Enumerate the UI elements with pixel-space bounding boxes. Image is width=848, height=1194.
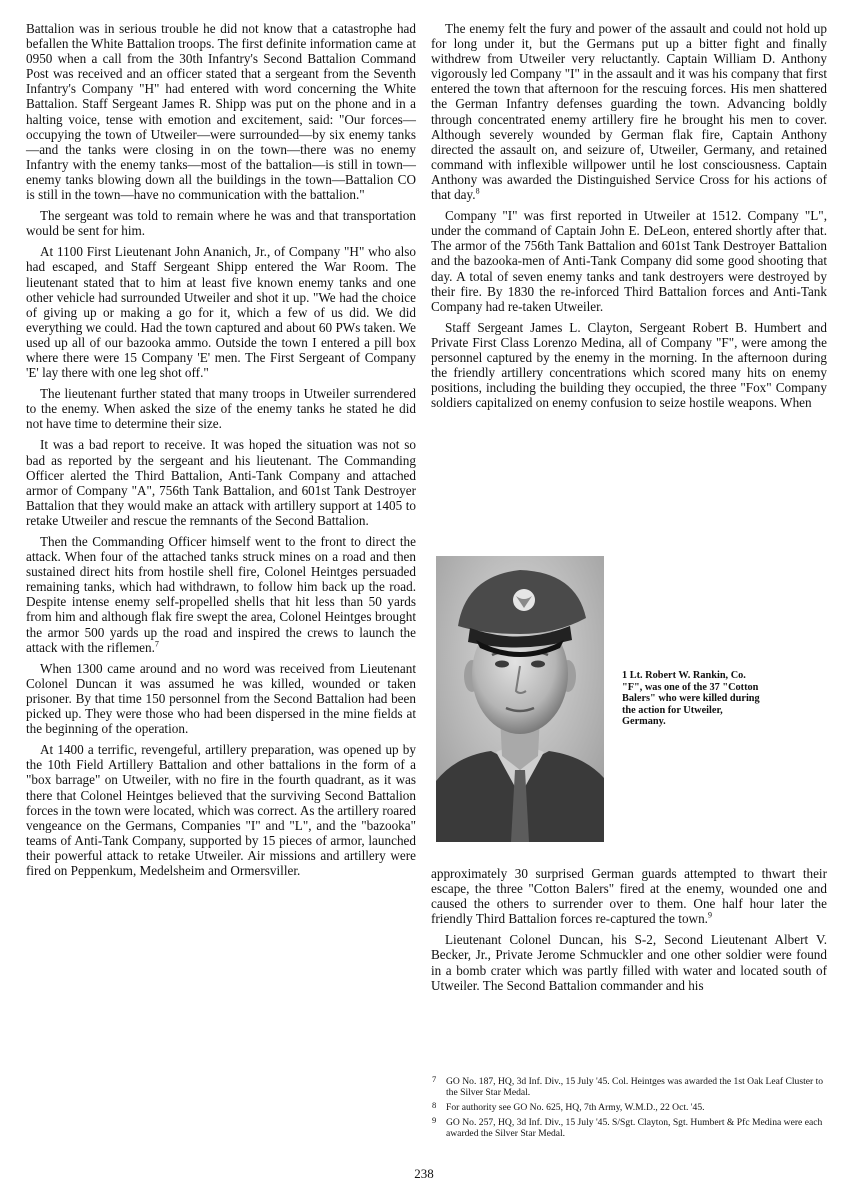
paragraph: Staff Sergeant James L. Clayton, Sergeant Robert B. Humbert and Private First Class Lorenzo Medina, all of Company "F", were among the personnel captured by the enemy in the morning. In the afternoon during the friendly artillery concentrations which scored many hits on enemy positions, including the building they occupied, the three "Fox" Company soldiers capitalized on enemy confusion to seize hostile weapons. When — [431, 319, 827, 411]
left-text-column — [26, 21, 416, 884]
paragraph-text: approximately 30 surprised German guards attempted to thwart their escape, the three "Cotton Balers" fired at the enemy, wounded one and caused the others to surrender over to them. One half hour later the friendly Third Battalion forces re-captured the town. — [431, 866, 827, 927]
footnote-ref: 9 — [707, 910, 712, 920]
paragraph: Company "I" was first reported in Utweiler at 1512. Company "L", under the command of Captain John E. DeLeon, entered shortly after that. The armor of the 756th Tank Battalion and 601st Tank Destroyer Battalion and the bazooka-men of Anti-Tank Company did some good shooting that day. A total of seven enemy tanks and tank destroyers were destroyed by their fire. By 1830 the re-inforced Third Battalion forces and Anti-Tank Company had re-taken Utweiler. — [431, 208, 827, 314]
footnote-ref: 8 — [475, 186, 480, 196]
paragraph: Lieutenant Colonel Duncan, his S-2, Second Lieutenant Albert V. Becker, Jr., Private Jerome Schmuckler and one other soldier were found in a bomb crater which was partly filled with water and located south of Utweiler. The Second Battalion commander and his — [431, 932, 827, 993]
paragraph: The lieutenant further stated that many troops in Utweiler surrendered to the enemy. When asked the size of the enemy tanks he stated he did not have time to determine their size. — [26, 386, 416, 432]
footnote-number: 7 — [432, 1074, 437, 1084]
footnote — [432, 1076, 828, 1098]
paragraph — [431, 21, 827, 202]
right-text-column-bottom — [431, 866, 827, 999]
page-number: 238 — [414, 1166, 434, 1181]
footnote-text: GO No. 187, HQ, 3d Inf. Div., 15 July '45. Col. Heintges was awarded the 1st Oak Leaf Cluster to the Silver Star Medal. — [446, 1076, 824, 1098]
footnote — [432, 1102, 828, 1113]
paragraph: It was a bad report to receive. It was hoped the situation was not so bad as reported by the sergeant and his lieutenant. The Commanding Officer alerted the Third Battalion, Anti-Tank Company and attached armor of Company "A", 756th Tank Battalion, and 601st Tank Destroyer Battalion that they would make an attack with artillery support at 1405 to retake Utweiler and rescue the remnants of the Second Battalion. — [26, 437, 416, 528]
paragraph: When 1300 came around and no word was received from Lieutenant Colonel Duncan it was assumed he was killed, wounded or taken prisoner. By that time 150 personnel from the Second Battalion had been picked up. They were those who had been dispersed in the mine fields at the beginning of the operation. — [26, 660, 416, 737]
paragraph: At 1100 First Lieutenant John Ananich, Jr., of Company "H" who also had escaped, and Staff Sergeant Shipp entered the War Room. The lieutenant stated that to him at least five known enemy tanks and one other vehicle had surrounded Utweiler and shot it up. "We had the choice of giving up or making a go for it, which a few of us did. We did everything we could. Had the town captured and about 60 PWs taken. We used up all of our bazooka ammo. Outside the town I entered a pill box where there were 15 Company 'E' men. The First Sergeant of Company 'E' lay there with one leg shot off." — [26, 244, 416, 381]
paragraph-text: Then the Commanding Officer himself went to the front to direct the attack. When four of the attached tanks struck mines on a road and then sustained direct hits from hostile shell fire, Colonel Heintges persuaded remaining tanks, which had withdrawn, to follow him back up the road. Despite intense enemy self-propelled shells that hit less than 50 yards from him and although flak fire swept the area, Colonel Heintges brought the armor 500 yards up the road and inspired the crews to launch the attack with the riflemen. — [26, 534, 416, 655]
portrait-photo — [436, 556, 604, 842]
paragraph — [431, 866, 827, 926]
paragraph: At 1400 a terrific, revengeful, artillery preparation, was opened up by the 10th Field Artillery Battalion and other battalions in the form of a "box barrage" on Utweiler, with no fire in the fourth quadrant, as it was there that Colonel Heintges believed that the surviving Second Battalion forces in the town were located, which was correct. As the artillery roared vengeance on the Germans, Companies "I" and "L", and the "bazooka" teams of Anti-Tank Company, supported by 15 pieces of armor, launched their powerful attack to retake Utweiler. Air missions and artillery were fired on Peppenkum, Medelsheim and Ormersviller. — [26, 742, 416, 878]
paragraph: The sergeant was told to remain where he was and that transportation would be sent for him. — [26, 208, 416, 239]
footnote-number: 8 — [432, 1100, 437, 1110]
paragraph: Battalion was in serious trouble he did not know that a catastrophe had befallen the White Battalion troops. The first definite information came at 0950 when a call from the 30th Infantry's Second Battalion Command Post was received and an officer stated that a sergeant from the Seventh Infantry's Company "H" had entered with word concerning the White Battalion. Staff Sergeant James R. Shipp was put on the phone and in a halting voice, tense with emotion and excitement, said: "Our forces—occupying the town of Utweiler—were surrounded—by six enemy tanks—and the tanks were closing in on the town—there was no enemy Infantry with the enemy tanks—most of the battalion—is still in town—enemy tanks blowing down all the buildings in the town—Battalion CO is still in the town—have no communication with the battalion." — [26, 21, 416, 203]
footnote-ref: 7 — [154, 639, 159, 649]
footnote — [432, 1117, 828, 1139]
footnotes — [432, 1076, 828, 1143]
photo-caption: 1 Lt. Robert W. Rankin, Co. "F", was one of the 37 "Cotton Balers" who were killed during the action for Utweiler, Germany. — [622, 670, 760, 728]
paragraph-text: The enemy felt the fury and power of the assault and could not hold up for long under it, but the Germans put up a bitter fight and finally withdrew from Utweiler very reluctantly. Captain William D. Anthony vigorously led Company "I" in the assault and it was his company that first entered the town that afternoon for the rescuing forces. His men shattered the German Infantry defenses guarding the town. Advancing boldly through concentrated enemy artillery fire he brought his men to cover. Although severely wounded by German flak fire, Captain Anthony directed the assault on, and seizure of, Utweiler, Germany, and retained command with inflexible willpower until he lost consciousness. Captain Anthony was awarded the Distinguished Service Cross for his actions of that day. — [431, 21, 827, 203]
footnote-text: GO No. 257, HQ, 3d Inf. Div., 15 July '45. S/Sgt. Clayton, Sgt. Humbert & Pfc Medina were each awarded the Silver Star Medal. — [446, 1117, 823, 1139]
footnote-number: 9 — [432, 1115, 437, 1125]
paragraph — [26, 534, 416, 655]
footnote-text: For authority see GO No. 625, HQ, 7th Army, W.M.D., 22 Oct. '45. — [446, 1102, 705, 1113]
right-text-column-top — [431, 21, 827, 416]
